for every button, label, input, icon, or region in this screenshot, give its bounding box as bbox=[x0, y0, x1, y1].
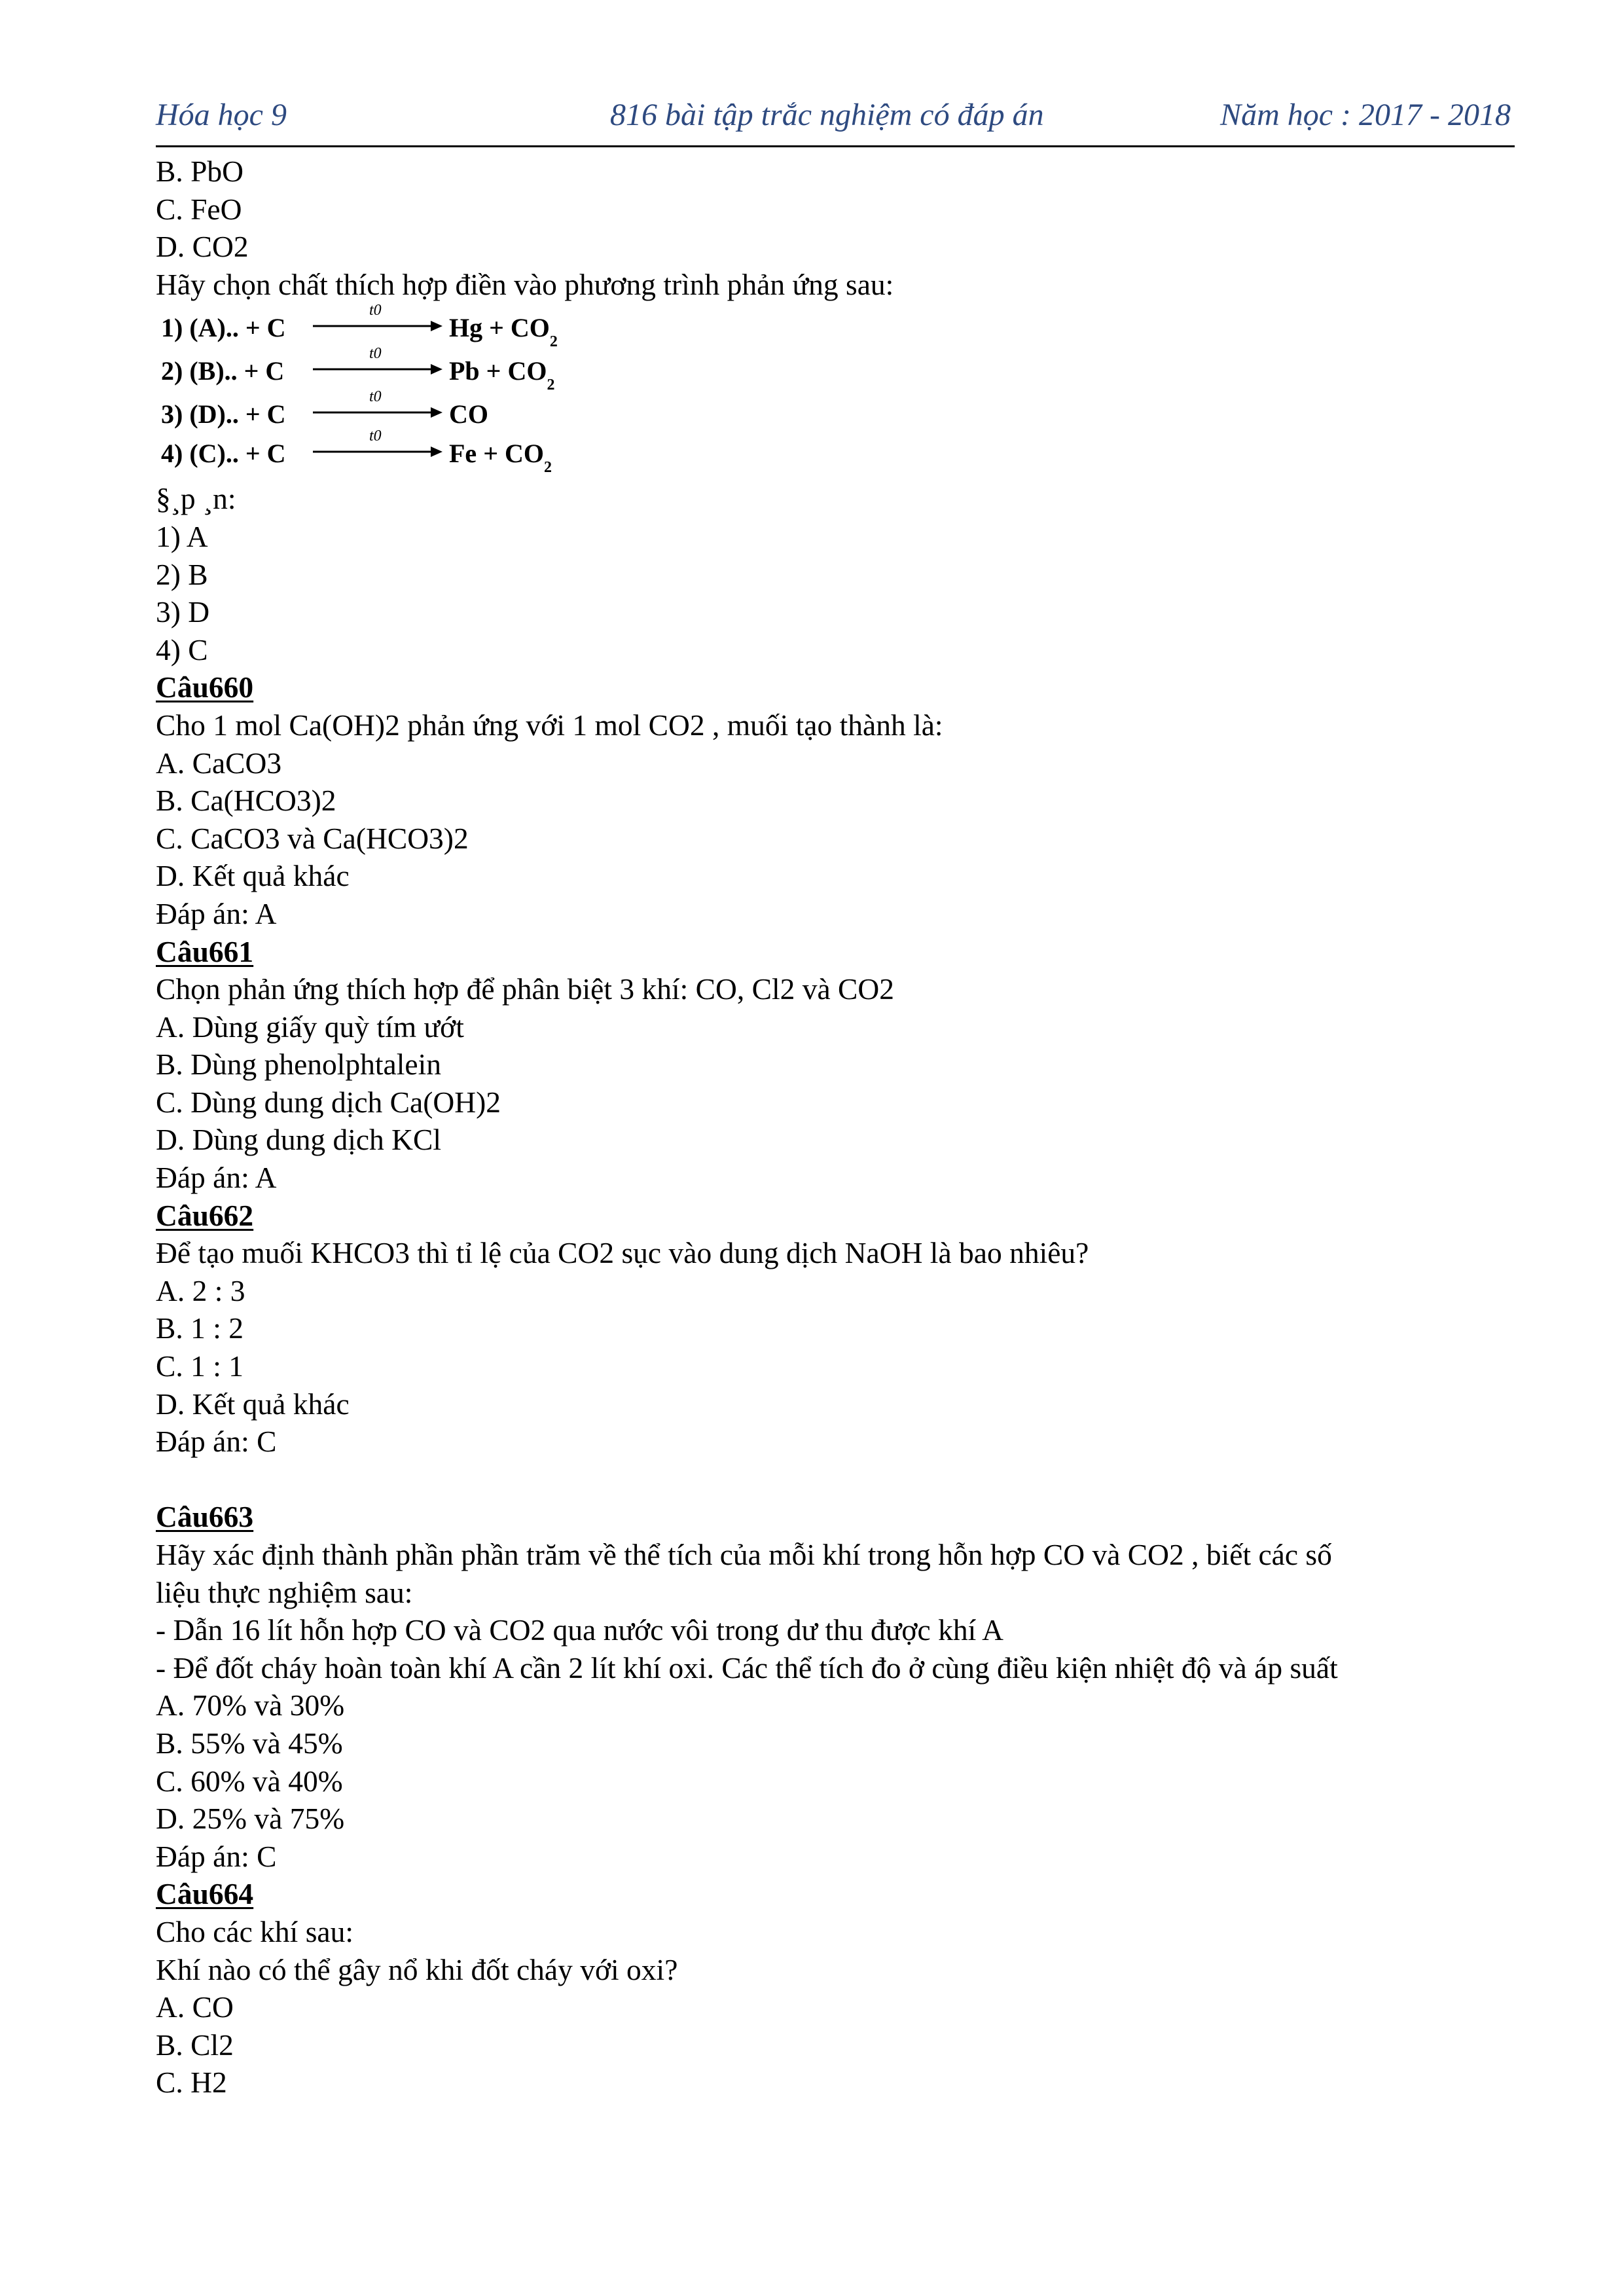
option-a: A. CaCO3 bbox=[156, 746, 282, 780]
question-text: Khí nào có thể gây nổ khi đốt cháy với oxi? bbox=[156, 1952, 678, 1986]
arrow-icon bbox=[312, 310, 442, 342]
option-c: C. 60% và 40% bbox=[156, 1764, 343, 1798]
equation-rhs-text: Pb + CO bbox=[449, 356, 547, 386]
answer-line: Đáp án: C bbox=[156, 1425, 277, 1459]
option-line: C. FeO bbox=[156, 192, 242, 226]
equation-2 bbox=[161, 345, 619, 394]
heat-condition: t0 bbox=[369, 302, 382, 319]
question-text: Cho các khí sau: bbox=[156, 1914, 353, 1948]
answer-line: 4) C bbox=[156, 632, 208, 666]
page-content bbox=[156, 153, 1524, 2102]
blank-line bbox=[156, 1461, 1524, 1499]
equation-rhs-text: Hg + CO bbox=[449, 313, 550, 343]
answer-line: 2) B bbox=[156, 557, 208, 591]
arrow-icon bbox=[312, 435, 442, 468]
subscript: 2 bbox=[543, 459, 552, 477]
question-text: Để tạo muối KHCO3 thì tỉ lệ của CO2 sục vào dung dịch NaOH là bao nhiêu? bbox=[156, 1236, 1089, 1270]
answer-line: 1) A bbox=[156, 519, 208, 553]
option-d: D. 25% và 75% bbox=[156, 1802, 345, 1836]
subscript: 2 bbox=[547, 376, 555, 394]
question-text: - Dẫn 16 lít hỗn hợp CO và CO2 qua nước vôi trong dư thu được khí A bbox=[156, 1613, 1003, 1647]
page-header bbox=[156, 93, 1515, 147]
question-text: - Để đốt cháy hoàn toàn khí A cần 2 lít khí oxi. Các thể tích đo ở cùng điều kiện nhiệt độ và áp suất bbox=[156, 1650, 1338, 1685]
option-line: D. CO2 bbox=[156, 230, 249, 264]
equation-lhs: 4) (C).. + C bbox=[161, 439, 286, 469]
answer-line: Đáp án: A bbox=[156, 1161, 277, 1195]
equation-4 bbox=[161, 428, 619, 477]
option-line: B. PbO bbox=[156, 155, 244, 188]
question-title-661: Câu661 bbox=[156, 934, 254, 968]
question-text: Hãy xác định thành phần phần trăm về thể tích của mỗi khí trong hỗn hợp CO và CO2 , biết các số bbox=[156, 1538, 1332, 1571]
equation-lhs: 1) (A).. + C bbox=[161, 313, 286, 343]
question-text: Chọn phản ứng thích hợp để phân biệt 3 khí: CO, Cl2 và CO2 bbox=[156, 972, 894, 1006]
arrow-icon bbox=[312, 353, 442, 386]
option-a: A. 2 : 3 bbox=[156, 1273, 245, 1307]
question-text: Cho 1 mol Ca(OH)2 phản ứng với 1 mol CO2 , muối tạo thành là: bbox=[156, 708, 943, 742]
option-c: C. 1 : 1 bbox=[156, 1349, 244, 1383]
option-d: D. Kết quả khác bbox=[156, 859, 350, 893]
answer-line: Đáp án: C bbox=[156, 1839, 277, 1873]
heat-condition: t0 bbox=[369, 388, 382, 406]
question-text: liệu thực nghiệm sau: bbox=[156, 1575, 413, 1609]
equation-1 bbox=[161, 302, 619, 351]
heat-condition: t0 bbox=[369, 345, 382, 363]
equation-lhs: 2) (B).. + C bbox=[161, 356, 285, 386]
subscript: 2 bbox=[549, 333, 558, 351]
option-c: C. CaCO3 và Ca(HCO3)2 bbox=[156, 821, 469, 855]
answer-label: §¸p ¸n: bbox=[156, 482, 236, 516]
question-text: Hãy chọn chất thích hợp điền vào phương trình phản ứng sau: bbox=[156, 267, 894, 301]
question-title-663: Câu663 bbox=[156, 1500, 254, 1534]
option-a: A. CO bbox=[156, 1990, 234, 2024]
equation-rhs bbox=[449, 399, 488, 429]
equation-lhs: 3) (D).. + C bbox=[161, 399, 286, 429]
equation-rhs-text: CO bbox=[449, 399, 488, 429]
option-d: D. Dùng dung dịch KCl bbox=[156, 1123, 442, 1157]
question-title-664: Câu664 bbox=[156, 1877, 254, 1911]
equation-rhs bbox=[449, 438, 552, 477]
header-subject: Hóa học 9 bbox=[156, 98, 287, 132]
option-a: A. 70% và 30% bbox=[156, 1688, 345, 1722]
option-a: A. Dùng giấy quỳ tím ướt bbox=[156, 1010, 464, 1044]
heat-condition: t0 bbox=[369, 428, 382, 445]
question-title-662: Câu662 bbox=[156, 1198, 254, 1232]
option-d: D. Kết quả khác bbox=[156, 1387, 350, 1421]
reaction-equations bbox=[156, 303, 614, 480]
equation-rhs bbox=[449, 312, 558, 351]
option-b: B. 55% và 45% bbox=[156, 1726, 343, 1760]
header-school-year: Năm học : 2017 - 2018 bbox=[1220, 98, 1511, 132]
option-b: B. Dùng phenolphtalein bbox=[156, 1048, 441, 1082]
arrow-icon bbox=[312, 396, 442, 429]
option-b: B. 1 : 2 bbox=[156, 1311, 244, 1345]
question-title-660: Câu660 bbox=[156, 670, 254, 704]
equation-3 bbox=[161, 388, 619, 431]
option-c: C. H2 bbox=[156, 2066, 227, 2100]
equation-rhs-text: Fe + CO bbox=[449, 439, 544, 469]
answer-line: 3) D bbox=[156, 595, 210, 629]
equation-rhs bbox=[449, 355, 555, 394]
option-b: B. Cl2 bbox=[156, 2028, 234, 2062]
option-b: B. Ca(HCO3)2 bbox=[156, 784, 336, 818]
header-title: 816 bài tập trắc nghiệm có đáp án bbox=[610, 98, 1044, 132]
answer-line: Đáp án: A bbox=[156, 896, 277, 930]
option-c: C. Dùng dung dịch Ca(OH)2 bbox=[156, 1085, 501, 1119]
